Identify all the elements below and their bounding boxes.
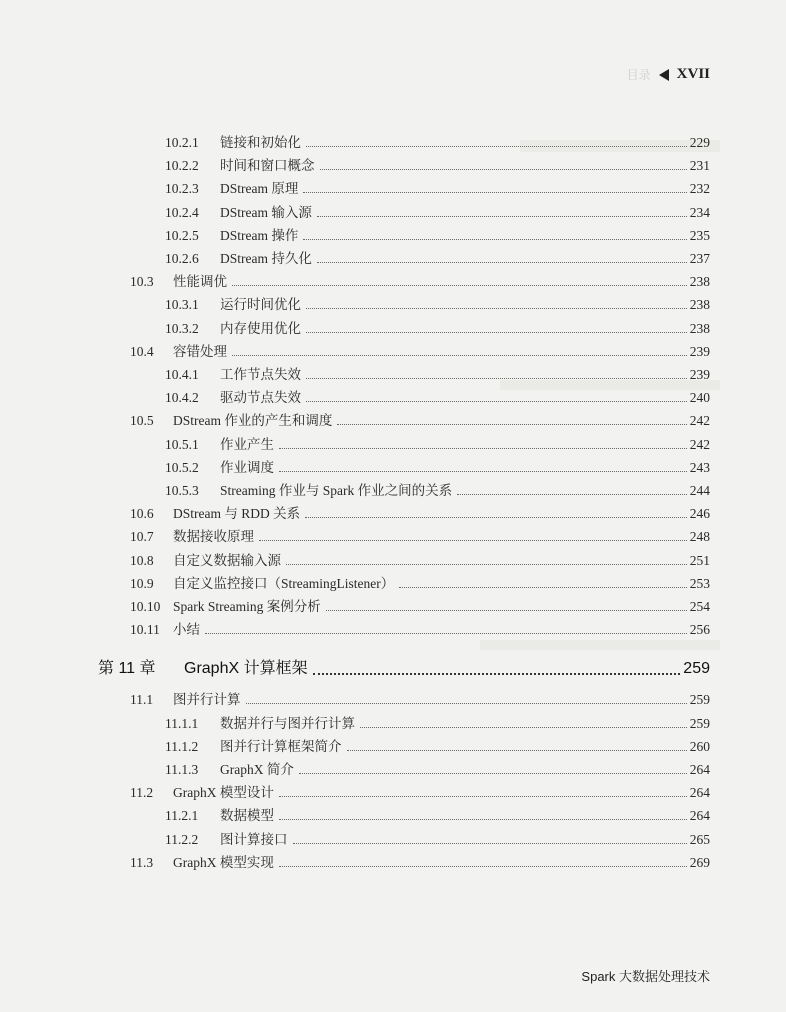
toc-entry-number: 11.2 xyxy=(130,785,154,801)
dot-leader xyxy=(279,852,687,867)
toc-entry-page: 259 xyxy=(689,692,710,708)
toc-entry xyxy=(130,503,710,525)
dot-leader xyxy=(279,434,687,449)
toc-entry-title: 自定义监控接口（StreamingListener） xyxy=(173,575,395,591)
toc-entry-number: 10.2.6 xyxy=(165,251,199,266)
toc-entry-title: DStream 持久化 xyxy=(220,251,312,266)
toc-entry-title: GraphX 简介 xyxy=(220,762,294,777)
toc-entry-title: 容错处理 xyxy=(173,343,227,359)
dot-leader xyxy=(305,503,687,518)
toc-entry-number: 11.1 xyxy=(130,692,154,708)
toc-entry-title: Spark Streaming 案例分析 xyxy=(173,599,321,614)
toc-entry xyxy=(165,713,710,735)
toc-entry-page: 269 xyxy=(689,854,710,870)
dot-leader xyxy=(306,387,687,402)
toc-entry xyxy=(165,132,710,154)
toc-entry-number: 10.4 xyxy=(130,343,154,359)
toc-entry-number: 10.7 xyxy=(130,529,154,545)
toc-entry-number: 11.1.3 xyxy=(165,762,199,777)
bleed-through xyxy=(480,640,720,650)
toc-entry-title: 自定义数据输入源 xyxy=(173,552,281,568)
toc-entry-number: 10.3.1 xyxy=(165,297,199,313)
toc-entry-page: 231 xyxy=(689,158,710,174)
toc-entry-title: DStream 输入源 xyxy=(220,204,312,220)
toc-entry xyxy=(130,619,710,641)
toc-entry-number: 10.5.1 xyxy=(165,436,199,452)
toc-entry xyxy=(130,573,710,595)
toc-entry-title: 性能调优 xyxy=(173,274,227,290)
toc-entry-title: 运行时间优化 xyxy=(220,297,301,313)
toc-entry xyxy=(165,736,710,758)
dot-leader xyxy=(303,225,686,240)
toc-entry xyxy=(165,480,710,502)
dot-leader xyxy=(279,782,687,797)
toc-entry-page: 265 xyxy=(689,831,710,847)
toc-entry-page: 232 xyxy=(689,181,710,197)
toc-entry xyxy=(130,596,710,618)
toc-entry-page: 242 xyxy=(689,436,710,452)
dot-leader xyxy=(306,132,687,147)
toc-entry-page: 260 xyxy=(689,738,710,754)
toc-entry-number: 第 11 章 xyxy=(98,660,156,678)
toc-entry-number: 10.2.4 xyxy=(165,204,199,220)
dot-leader xyxy=(246,689,687,704)
toc-entry-number: 10.2.3 xyxy=(165,181,199,197)
toc-entry-number: 10.5 xyxy=(130,413,154,429)
toc-entry-page: 242 xyxy=(689,413,710,429)
toc-entry xyxy=(165,829,710,851)
toc-entry-title: GraphX 模型实现 xyxy=(173,854,274,870)
dot-leader xyxy=(286,550,687,565)
toc-entry-page: 239 xyxy=(689,367,710,382)
page-roman-numeral: XVII xyxy=(676,66,710,82)
toc-entry-title: 图并行计算框架简介 xyxy=(220,738,342,754)
toc-entry-title: 作业产生 xyxy=(220,436,274,452)
toc-entry-page: 264 xyxy=(689,785,710,801)
toc-entry-number: 10.5.2 xyxy=(165,459,199,475)
toc-entry-title: 数据接收原理 xyxy=(173,529,254,545)
toc-entry xyxy=(130,526,710,548)
toc-entry-title: 数据并行与图并行计算 xyxy=(220,715,355,731)
toc-entry-page: 238 xyxy=(689,297,710,313)
toc-entry-number: 11.1.1 xyxy=(165,715,199,731)
dot-leader xyxy=(326,596,687,611)
toc-entry-page: 238 xyxy=(689,274,710,290)
header-chapter-mark: 目录 xyxy=(626,68,651,82)
toc-entry-number: 10.4.1 xyxy=(165,367,199,382)
toc-entry-page: 240 xyxy=(689,390,710,406)
toc-entry-page: 259 xyxy=(689,715,710,731)
toc-entry-page: 256 xyxy=(689,622,710,638)
dot-leader xyxy=(279,805,687,820)
dot-leader xyxy=(279,457,687,472)
toc-entry-page: 254 xyxy=(689,599,710,614)
toc-entry-title: 图并行计算 xyxy=(173,692,241,708)
dot-leader xyxy=(259,526,687,541)
toc-entry-page: 243 xyxy=(689,459,710,475)
dot-leader xyxy=(457,480,687,495)
dot-leader xyxy=(317,248,687,263)
toc-entry-title: 链接和初始化 xyxy=(220,135,301,150)
dot-leader xyxy=(232,271,687,286)
toc-entry-number: 10.3.2 xyxy=(165,320,199,336)
toc-entry-number: 11.2.1 xyxy=(165,808,199,824)
dot-leader xyxy=(317,202,687,217)
toc-entry-title: 工作节点失效 xyxy=(220,367,301,382)
toc-entry xyxy=(130,341,710,363)
toc-entry-title: DStream 与 RDD 关系 xyxy=(173,506,301,522)
toc-entry-title: 小结 xyxy=(173,622,200,638)
toc-entry-page: 235 xyxy=(689,227,710,243)
toc-entry xyxy=(130,550,710,572)
toc-entry xyxy=(165,202,710,224)
toc-entry-title: DStream 操作 xyxy=(220,227,299,243)
toc-entry xyxy=(165,364,710,386)
toc-entry-title: 驱动节点失效 xyxy=(220,390,301,406)
toc-chapter-entry xyxy=(98,658,710,680)
dot-leader xyxy=(337,410,686,425)
toc-entry-number: 10.10 xyxy=(130,599,161,614)
toc-entry-page: 244 xyxy=(689,483,710,498)
toc-entry xyxy=(130,852,710,874)
dot-leader xyxy=(360,713,687,728)
toc-entry-title: 图计算接口 xyxy=(220,831,288,847)
toc-entry-number: 10.8 xyxy=(130,552,154,568)
dot-leader xyxy=(313,658,681,675)
toc-entry-number: 10.5.3 xyxy=(165,483,199,498)
dot-leader xyxy=(232,341,687,356)
dot-leader xyxy=(299,759,687,774)
dot-leader xyxy=(293,829,687,844)
toc-entry-number: 10.9 xyxy=(130,575,154,591)
toc-entry-number: 10.2.2 xyxy=(165,158,199,174)
toc-entry-number: 10.4.2 xyxy=(165,390,199,406)
toc-entry xyxy=(130,782,710,804)
toc-entry-number: 10.11 xyxy=(130,622,160,638)
toc-entry-page: 246 xyxy=(689,506,710,522)
dot-leader xyxy=(306,364,687,379)
toc-entry xyxy=(130,271,710,293)
toc-entry xyxy=(130,410,710,432)
toc-entry-title: DStream 作业的产生和调度 xyxy=(173,413,333,429)
toc-entry-number: 11.3 xyxy=(130,854,154,870)
toc-entry xyxy=(165,294,710,316)
toc-entry-page: 229 xyxy=(689,135,710,150)
toc-entry-title: 时间和窗口概念 xyxy=(220,158,315,174)
toc-entry-title: DStream 原理 xyxy=(220,181,299,197)
toc-entry-page: 234 xyxy=(689,204,710,220)
dot-leader xyxy=(306,318,687,333)
toc-entry-number: 10.2.1 xyxy=(165,135,199,150)
toc-entry xyxy=(165,248,710,270)
toc-entry-number: 10.3 xyxy=(130,274,154,290)
toc-entry xyxy=(165,457,710,479)
toc-entry-title: GraphX 模型设计 xyxy=(173,785,274,801)
toc-entry-title: 数据模型 xyxy=(220,808,274,824)
toc-entry xyxy=(165,759,710,781)
toc-entry xyxy=(165,225,710,247)
toc-entry-page: 259 xyxy=(683,660,710,678)
toc-entry xyxy=(165,178,710,200)
page-footer: Spark 大数据处理技术 xyxy=(581,969,710,984)
dot-leader xyxy=(306,294,687,309)
toc-entry xyxy=(165,434,710,456)
dot-leader xyxy=(320,155,687,170)
toc-entry xyxy=(165,318,710,340)
toc-entry xyxy=(130,689,710,711)
toc-entry-title: GraphX 计算框架 xyxy=(184,660,308,678)
left-triangle-icon xyxy=(659,69,669,81)
toc-entry-page: 238 xyxy=(689,320,710,336)
toc-entry-number: 11.2.2 xyxy=(165,831,199,847)
toc-entry-number: 10.6 xyxy=(130,506,154,522)
toc-entry-page: 237 xyxy=(689,251,710,266)
toc-entry-page: 264 xyxy=(689,762,710,777)
toc-entry-title: Streaming 作业与 Spark 作业之间的关系 xyxy=(220,483,453,498)
toc-entry-page: 251 xyxy=(689,552,710,568)
toc-entry xyxy=(165,805,710,827)
dot-leader xyxy=(399,573,687,588)
toc-entry xyxy=(165,155,710,177)
toc-entry-title: 内存使用优化 xyxy=(220,320,301,336)
toc-entry xyxy=(165,387,710,409)
toc-entry-page: 248 xyxy=(689,529,710,545)
page-header xyxy=(627,66,710,83)
dot-leader xyxy=(205,619,687,634)
dot-leader xyxy=(303,178,686,193)
toc-entry-number: 11.1.2 xyxy=(165,738,199,754)
toc-entry-page: 264 xyxy=(689,808,710,824)
toc-entry-page: 239 xyxy=(689,343,710,359)
dot-leader xyxy=(347,736,687,751)
toc-entry-page: 253 xyxy=(689,575,710,591)
toc-entry-number: 10.2.5 xyxy=(165,227,199,243)
toc-entry-title: 作业调度 xyxy=(220,459,274,475)
